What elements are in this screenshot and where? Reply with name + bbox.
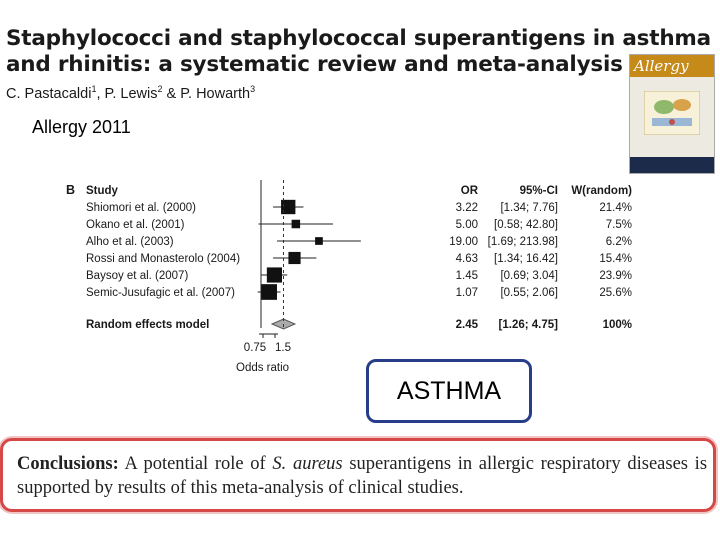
study-row [86, 284, 632, 300]
summary-ci-value: [1.26; 4.75] [498, 319, 558, 331]
author-name: P. Lewis [104, 85, 158, 102]
summary-weight-value: 100% [602, 319, 632, 331]
conclusions-text-before: A potential role of [124, 454, 266, 474]
asthma-callout: ASTHMA [366, 359, 532, 423]
study-row [86, 267, 632, 282]
summary-or-value: 2.45 [455, 319, 478, 331]
study-weight-square [292, 220, 300, 228]
study-name: Okano et al. (2001) [86, 219, 185, 231]
study-ci-value: [0.55; 2.06] [500, 287, 558, 299]
study-or-value: 1.45 [455, 270, 478, 282]
study-weight-square [315, 237, 323, 245]
author-affiliation: 3 [250, 84, 256, 94]
study-row [86, 236, 632, 248]
author-list [6, 84, 255, 102]
conclusions-text-after: superantigens in allergic respiratory diseases is supported by results of this meta-analysis of clinical studies. [17, 454, 708, 498]
study-row [86, 200, 632, 214]
study-weight-value: 25.6% [599, 287, 632, 299]
summary-name: Random effects model [86, 319, 210, 331]
study-weight-square [261, 284, 277, 300]
conclusions-text [17, 452, 707, 500]
study-ci-value: [0.58; 42.80] [494, 219, 558, 231]
study-weight-value: 6.2% [605, 236, 632, 248]
header-study: Study [86, 185, 118, 197]
study-name: Shiomori et al. (2000) [86, 202, 196, 214]
conclusions-box [0, 438, 716, 512]
study-ci-value: [1.34; 16.42] [494, 253, 558, 265]
study-name: Rossi and Monasterolo (2004) [86, 253, 241, 265]
x-axis-tick-label: 0.75 [243, 342, 267, 354]
panel-label: B [66, 183, 76, 197]
study-name: Baysoy et al. (2007) [86, 270, 189, 282]
header-ci: 95%-CI [519, 185, 558, 197]
header-odds-ratio: OR [460, 185, 478, 197]
author-separator: & [162, 85, 181, 102]
study-or-value: 19.00 [449, 236, 478, 248]
study-ci-value: [1.34; 7.76] [500, 202, 558, 214]
study-weight-square [267, 267, 282, 282]
author-name: C. Pastacaldi [6, 85, 92, 102]
study-or-value: 1.07 [455, 287, 478, 299]
author-name: P. Howarth [180, 85, 251, 102]
study-row [86, 219, 632, 231]
x-axis-label: Odds ratio [236, 362, 290, 374]
study-weight-square [288, 252, 300, 264]
study-or-value: 3.22 [455, 202, 478, 214]
cover-title: Allergy [634, 57, 689, 75]
paper-title: Staphylococci and staphylococcal superantigens in asthma and rhinitis: a systematic review and meta-analysis [6, 26, 711, 77]
forest-plot [60, 176, 650, 376]
study-or-value: 4.63 [455, 253, 478, 265]
author-affiliation: 2 [157, 84, 163, 94]
study-or-value: 5.00 [455, 219, 478, 231]
author-affiliation: 1 [91, 84, 97, 94]
study-name: Alho et al. (2003) [86, 236, 174, 248]
header-weight: W(random) [571, 185, 632, 197]
conclusions-heading: Conclusions: [17, 454, 119, 474]
study-weight-value: 21.4% [599, 202, 632, 214]
study-ci-value: [0.69; 3.04] [500, 270, 558, 282]
study-ci-value: [1.69; 213.98] [487, 236, 558, 248]
study-row [86, 252, 632, 265]
study-weight-value: 23.9% [599, 270, 632, 282]
journal-citation: Allergy 2011 [32, 117, 131, 137]
journal-cover-image [629, 54, 715, 174]
x-axis-tick-label: 1.5 [275, 342, 291, 354]
cover-footer-band [630, 157, 714, 173]
conclusions-species: S. aureus [272, 454, 343, 474]
study-name: Semic-Jusufagic et al. (2007) [86, 287, 235, 299]
study-weight-value: 7.5% [605, 219, 632, 231]
cover-illustration [644, 91, 700, 135]
summary-row [86, 319, 632, 331]
author-separator: , [96, 85, 105, 102]
study-weight-value: 15.4% [599, 253, 632, 265]
